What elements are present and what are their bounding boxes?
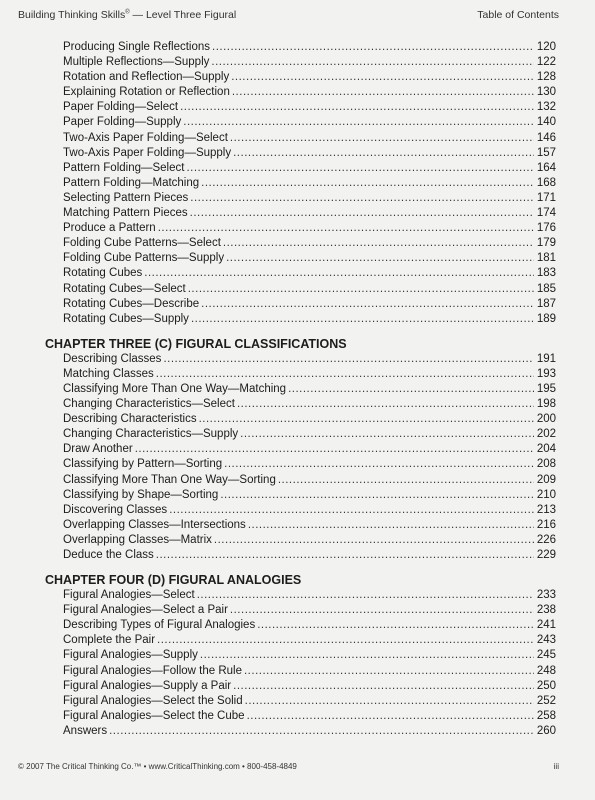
toc-entry (44, 427, 556, 442)
toc-entry-title: Classifying by Pattern—Sorting (63, 458, 223, 471)
dot-leader (199, 412, 534, 427)
toc-entry (44, 664, 556, 679)
toc-entry-page: 140 (536, 116, 556, 129)
toc-entry-title: Rotating Cubes—Describe (63, 297, 200, 310)
toc-entry-page: 204 (536, 443, 556, 456)
toc-entry-title: Overlapping Classes—Matrix (63, 533, 212, 546)
toc-entry-page: 164 (536, 161, 556, 174)
toc-entry-title: Produce a Pattern (63, 222, 156, 235)
toc-entry-title: Paper Folding—Supply (63, 116, 182, 129)
toc-entry (44, 709, 556, 724)
toc-entry (44, 603, 556, 618)
toc-entry (44, 412, 556, 427)
toc-entry-page: 171 (536, 191, 556, 204)
toc-entry-page: 174 (536, 207, 556, 220)
toc-entry-page: 130 (536, 86, 556, 99)
toc-entry-page: 132 (536, 101, 556, 114)
toc-entry-title: Deduce the Class (63, 549, 154, 561)
toc-entry-page: 157 (536, 146, 556, 159)
toc-entry (44, 251, 556, 266)
toc-entry-page: 245 (536, 649, 556, 662)
toc-entry-title: Rotation and Reflection—Supply (63, 71, 230, 84)
toc-entry (44, 191, 556, 206)
toc-entry-page: 241 (536, 619, 556, 632)
toc-entry (44, 40, 556, 55)
toc-entry-page: 258 (536, 709, 556, 722)
toc-entry-title: Folding Cube Patterns—Select (63, 237, 221, 250)
toc-entry (44, 533, 556, 548)
toc-entry-page: 210 (536, 488, 556, 501)
dot-leader (231, 70, 534, 85)
toc-entry-title: Answers (63, 724, 108, 737)
toc-entry-page: 191 (536, 352, 556, 365)
dot-leader (197, 588, 534, 603)
dot-leader (180, 100, 534, 115)
toc-entry-page: 200 (536, 413, 556, 426)
copyright-notice: © 2007 The Critical Thinking Co.™ • www.CriticalThinking.com • 800-458-4849 (18, 762, 297, 771)
toc-entry-title: Paper Folding—Select (63, 101, 179, 114)
toc-entry-title: Two-Axis Paper Folding—Select (63, 131, 228, 144)
toc-entry-page: 128 (536, 71, 556, 84)
dot-leader (158, 221, 534, 236)
toc-entry-title: Changing Characteristics—Select (63, 398, 235, 411)
dot-leader (233, 679, 534, 694)
toc-entry-title: Overlapping Classes—Intersections (63, 518, 246, 531)
toc-entry-title: Explaining Rotation or Reflection (63, 86, 230, 99)
toc-entry (44, 548, 556, 563)
toc-entry-title: Figural Analogies—Follow the Rule (63, 664, 242, 677)
toc-entry-page: 202 (536, 428, 556, 441)
dot-leader (230, 131, 534, 146)
toc-entry (44, 518, 556, 533)
book-title: Building Thinking Skills® — Level Three Figural (18, 9, 237, 21)
dot-leader (278, 473, 534, 488)
toc-entry (44, 312, 556, 327)
dot-leader (156, 548, 534, 563)
toc-entry-page: 260 (536, 724, 556, 737)
toc-entry-title: Folding Cube Patterns—Supply (63, 252, 225, 265)
toc-entry-page: 168 (536, 176, 556, 189)
toc-entry (44, 367, 556, 382)
toc-entry (44, 473, 556, 488)
toc-entry (44, 352, 556, 367)
toc-entry (44, 679, 556, 694)
toc-entry-title: Pattern Folding—Select (63, 161, 185, 174)
toc-entry-title: Describing Characteristics (63, 413, 197, 426)
toc-entry-page: 208 (536, 458, 556, 471)
toc-entry-page: 120 (536, 41, 556, 53)
toc-entry-page: 233 (536, 589, 556, 602)
toc-entry-page: 216 (536, 518, 556, 531)
toc-entry-page: 198 (536, 398, 556, 411)
toc-entry-title: Classifying More Than One Way—Sorting (63, 473, 276, 486)
toc-entry (44, 618, 556, 633)
toc-entry-page: 252 (536, 694, 556, 707)
dot-leader (190, 191, 534, 206)
toc-entry-page: 193 (536, 367, 556, 380)
toc-entry-title: Figural Analogies—Supply a Pair (63, 679, 232, 692)
chapter-heading: CHAPTER THREE (C) FIGURAL CLASSIFICATIONS (45, 336, 347, 351)
dot-leader (163, 352, 534, 367)
toc-entry (44, 206, 556, 221)
toc-entry (44, 115, 556, 130)
chapter-heading: CHAPTER FOUR (D) FIGURAL ANALOGIES (45, 573, 302, 588)
toc-entry-title: Changing Characteristics—Supply (63, 428, 239, 441)
toc-entry-page: 181 (536, 252, 556, 265)
section-label: Table of Contents (477, 9, 559, 21)
toc-entry (44, 397, 556, 412)
toc-entry-title: Pattern Folding—Matching (63, 176, 200, 189)
toc-entry-title: Discovering Classes (63, 503, 168, 516)
toc-entry-title: Figural Analogies—Select (63, 589, 195, 602)
toc-entry (44, 85, 556, 100)
toc-entry-page: 189 (536, 312, 556, 325)
toc-entry-title: Matching Pattern Pieces (63, 207, 188, 220)
toc-entry-title: Classifying by Shape—Sorting (63, 488, 219, 501)
toc-entry (44, 588, 556, 603)
toc-entry-page: 238 (536, 604, 556, 617)
toc-entry-title: Describing Classes (63, 352, 162, 365)
toc-entry (44, 176, 556, 191)
dot-leader (223, 236, 534, 251)
toc-entry-title: Multiple Reflections—Supply (63, 56, 210, 69)
toc-entry (44, 131, 556, 146)
dot-leader (244, 664, 534, 679)
toc-entry-page: 122 (536, 56, 556, 69)
toc-entry-title: Selecting Pattern Pieces (63, 191, 189, 204)
dot-leader (190, 206, 534, 221)
table-of-contents (44, 40, 556, 739)
toc-entry (44, 724, 556, 739)
dot-leader (232, 85, 534, 100)
toc-entry (44, 442, 556, 457)
dot-leader (214, 533, 534, 548)
dot-leader (188, 282, 534, 297)
dot-leader (224, 457, 534, 472)
toc-entry (44, 146, 556, 161)
toc-entry-title: Classifying More Than One Way—Matching (63, 382, 287, 395)
dot-leader (211, 55, 534, 70)
dot-leader (201, 297, 534, 312)
toc-entry-page: 226 (536, 533, 556, 546)
toc-entry-page: 179 (536, 237, 556, 250)
toc-entry-title: Figural Analogies—Select the Cube (63, 709, 245, 722)
toc-entry-title: Figural Analogies—Select the Solid (63, 694, 243, 707)
toc-entry-title: Describing Types of Figural Analogies (63, 619, 256, 632)
dot-leader (245, 694, 534, 709)
toc-entry (44, 70, 556, 85)
toc-entry (44, 266, 556, 281)
dot-leader (288, 382, 534, 397)
page-header (18, 9, 559, 21)
dot-leader (226, 251, 534, 266)
dot-leader (212, 40, 534, 55)
toc-entry (44, 297, 556, 312)
toc-entry-page: 229 (536, 549, 556, 561)
dot-leader (186, 161, 534, 176)
toc-entry (44, 382, 556, 397)
dot-leader (240, 427, 534, 442)
toc-entry (44, 457, 556, 472)
toc-entry (44, 55, 556, 70)
dot-leader (248, 518, 534, 533)
dot-leader (144, 266, 534, 281)
dot-leader (237, 397, 534, 412)
dot-leader (200, 648, 534, 663)
toc-entry (44, 488, 556, 503)
toc-entry (44, 503, 556, 518)
toc-entry-page: 209 (536, 473, 556, 486)
dot-leader (191, 312, 534, 327)
toc-entry-title: Figural Analogies—Supply (63, 649, 198, 662)
dot-leader (257, 618, 534, 633)
toc-entry (44, 161, 556, 176)
toc-entry-page: 213 (536, 503, 556, 516)
toc-entry-title: Matching Classes (63, 367, 154, 380)
dot-leader (220, 488, 534, 503)
toc-entry-page: 187 (536, 297, 556, 310)
toc-entry-page: 195 (536, 382, 556, 395)
dot-leader (135, 442, 534, 457)
page-number: iii (553, 762, 559, 771)
toc-entry (44, 694, 556, 709)
dot-leader (156, 367, 534, 382)
dot-leader (183, 115, 534, 130)
dot-leader (201, 176, 534, 191)
toc-entry-page: 248 (536, 664, 556, 677)
toc-entry-title: Complete the Pair (63, 634, 156, 647)
dot-leader (109, 724, 534, 739)
toc-entry-page: 176 (536, 222, 556, 235)
toc-entry-title: Producing Single Reflections (63, 41, 211, 53)
toc-entry-title: Draw Another (63, 443, 133, 456)
toc-entry-title: Rotating Cubes—Supply (63, 312, 189, 325)
toc-entry (44, 633, 556, 648)
toc-entry-title: Figural Analogies—Select a Pair (63, 604, 228, 617)
toc-entry (44, 236, 556, 251)
toc-entry-page: 183 (536, 267, 556, 280)
dot-leader (247, 709, 534, 724)
dot-leader (157, 633, 534, 648)
toc-entry-title: Rotating Cubes (63, 267, 143, 280)
toc-entry-page: 146 (536, 131, 556, 144)
toc-entry-title: Rotating Cubes—Select (63, 282, 186, 295)
toc-entry (44, 648, 556, 663)
dot-leader (169, 503, 534, 518)
toc-entry-page: 250 (536, 679, 556, 692)
dot-leader (233, 146, 534, 161)
page-footer (18, 762, 559, 771)
toc-entry-page: 243 (536, 634, 556, 647)
toc-entry (44, 221, 556, 236)
toc-entry (44, 100, 556, 115)
toc-entry-title: Two-Axis Paper Folding—Supply (63, 146, 232, 159)
toc-entry-page: 185 (536, 282, 556, 295)
toc-entry (44, 282, 556, 297)
dot-leader (230, 603, 534, 618)
